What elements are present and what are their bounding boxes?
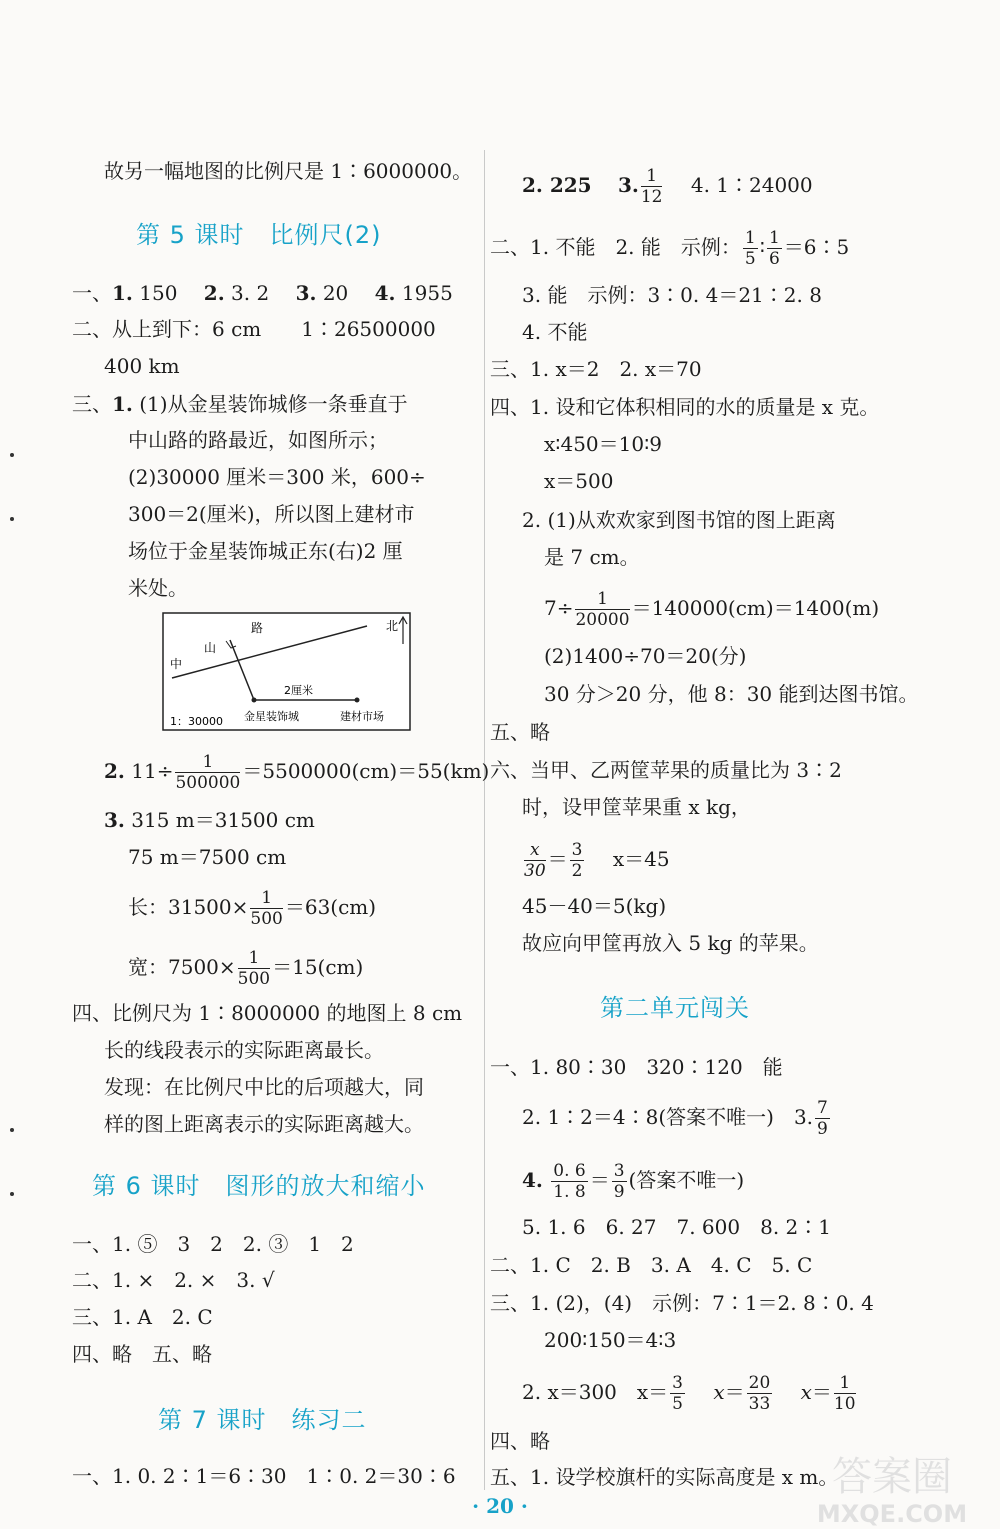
margin-dot: [10, 453, 14, 457]
map-label-zhong: 中: [170, 657, 183, 671]
answer-line: 一、1. ⑤ 3 2 2. ③ 1 2: [72, 1232, 354, 1256]
answer-line: 四、比例尺为 1∶8000000 的地图上 8 cm: [72, 1001, 463, 1025]
answer-line: 一、1. 80∶30 320∶120 能: [490, 1055, 783, 1079]
answer-line: 三、1. (2)，(4) 示例：7∶1＝2. 8∶0. 4: [490, 1291, 874, 1315]
column-divider: [484, 150, 485, 1490]
answer-line: 故应向甲筐再放入 5 kg 的苹果。: [522, 931, 819, 955]
margin-dot: [10, 517, 14, 521]
answer-line: 三、1. A 2. C: [72, 1305, 213, 1329]
answer-line: x∶450＝10∶9: [544, 432, 663, 456]
answer-line: 场位于金星装饰城正东(右)2 厘: [128, 539, 403, 563]
answer-line: 75 m＝7500 cm: [128, 845, 287, 869]
answer-line: 2. x＝300 x＝ $\frac{3}{5}$ x＝ $\frac{20}{33}$ x＝ $\frac{1}{10}$: [522, 1373, 856, 1414]
fraction: $\frac{1}{6}$: [768, 228, 780, 269]
answer-line: 4. $\frac{0. 6}{1. 8}$ ＝ $\frac{3}{9}$ (答案不唯一): [522, 1161, 745, 1202]
fraction: $\frac{1}{500}$: [250, 888, 283, 929]
answer-line: 四、略 五、略: [72, 1342, 212, 1366]
answer-line: 中山路的路最近，如图所示；: [128, 428, 388, 452]
answer-line: 400 km: [104, 354, 180, 378]
fraction: $\frac{1}{500000}$: [175, 752, 241, 793]
section-heading-lesson6: 第 6 课时 图形的放大和缩小: [92, 1172, 426, 1200]
answer-line: 3. 315 m＝31500 cm: [104, 808, 315, 832]
answer-line: (2)30000 厘米＝300 米，600÷: [128, 465, 426, 489]
map-label-north: 北: [386, 619, 399, 633]
answer-line: 300＝2(厘米)，所以图上建材市: [128, 502, 415, 526]
fraction: $\frac{7}{9}$: [817, 1098, 828, 1139]
fraction: $\frac{3}{9}$: [613, 1161, 625, 1202]
jiancai-point: [355, 698, 360, 703]
answer-line: 三、1. (1)从金星装饰城修一条垂直于: [72, 392, 408, 416]
answer-line: 3. 能 示例：3∶0. 4＝21∶2. 8: [522, 283, 822, 307]
answer-line: x＝500: [544, 469, 614, 493]
page-number: · 20 ·: [472, 1494, 528, 1518]
fraction: $\frac{1}{20000}$: [575, 589, 630, 630]
answer-line: 宽：7500× $\frac{1}{500}$ ＝15(cm): [128, 948, 364, 989]
answer-line: 是 7 cm。: [544, 545, 640, 569]
answer-line: 样的图上距离表示的实际距离越大。: [104, 1112, 424, 1136]
answer-line: 2. (1)从欢欢家到图书馆的图上距离: [522, 508, 836, 532]
answer-line: 发现：在比例尺中比的后项越大，同: [104, 1075, 424, 1099]
watermark-top: 答案圈: [832, 1454, 952, 1500]
answer-line: 五、1. 设学校旗杆的实际高度是 x m。: [490, 1465, 839, 1489]
answer-line: 故另一幅地图的比例尺是 1∶6000000。: [104, 159, 473, 183]
margin-dot: [10, 1128, 14, 1132]
answer-line: 5. 1. 6 6. 27 7. 600 8. 2∶1: [522, 1215, 831, 1239]
section-heading-lesson7: 第 7 课时 练习二: [158, 1406, 367, 1434]
margin-dot: [10, 1192, 14, 1196]
map-label-jiancai: 建材市场: [340, 710, 384, 723]
answer-line: 长的线段表示的实际距离最长。: [104, 1038, 384, 1062]
map-label-distance: 2厘米: [284, 684, 313, 697]
fraction: $\frac{1}{5}$: [744, 228, 756, 269]
map-label-lu: 路: [251, 621, 264, 635]
answer-line: 200∶150＝4∶3: [544, 1328, 677, 1352]
answer-line: 2. 11÷ $\frac{1}{500000}$ ＝5500000(cm)＝55(km): [104, 752, 490, 793]
answer-line: 二、1. 不能 2. 能 示例： $\frac{1}{5}$ ∶ $\frac{1}{6}$ ＝6∶5: [490, 228, 850, 269]
fraction: $\frac{3}{2}$: [571, 840, 583, 881]
answer-line: 4. 不能: [522, 320, 588, 344]
jinxing-point: [252, 698, 257, 703]
fraction: $\frac{1}{10}$: [833, 1373, 856, 1414]
answer-line: 米处。: [128, 576, 188, 600]
section-heading-lesson5: 第 5 课时 比例尺(2): [136, 221, 382, 249]
answer-line: 五、略: [490, 720, 550, 744]
fraction: $\frac{0. 6}{1. 8}$: [553, 1161, 586, 1202]
section-heading-unit2: 第二单元闯关: [600, 994, 750, 1022]
map-label-jinxing: 金星装饰城: [244, 710, 299, 723]
fraction: $\frac{1}{12}$: [640, 166, 663, 207]
answer-line: 六、当甲、乙两筐苹果的质量比为 3∶2: [490, 758, 842, 782]
map-label-shan: 山: [204, 641, 217, 655]
watermark-bottom: MXQE.COM: [816, 1500, 968, 1528]
fraction: $\frac{x}{30}$: [524, 840, 546, 881]
answer-line: 7÷ $\frac{1}{20000}$ ＝140000(cm)＝1400(m): [544, 589, 880, 630]
watermark-logo: [792, 1450, 992, 1528]
answer-line: 三、1. x＝2 2. x＝70: [490, 357, 702, 381]
answer-line: 2. 1∶2＝4∶8(答案不唯一) 3. $\frac{7}{9}$: [522, 1098, 828, 1139]
answer-line: 30 分＞20 分，他 8：30 能到达图书馆。: [544, 682, 919, 706]
answer-line: 2. 225 3. $\frac{1}{12}$ 4. 1∶24000: [522, 166, 813, 207]
answer-line: (2)1400÷70＝20(分): [544, 644, 747, 668]
answer-line: 时，设甲筐苹果重 x kg，: [522, 795, 751, 819]
answer-line: 二、1. C 2. B 3. A 4. C 5. C: [490, 1253, 813, 1277]
fraction: $\frac{1}{500}$: [237, 948, 271, 989]
answer-line: 45－40＝5(kg): [522, 894, 667, 918]
answer-line: 四、1. 设和它体积相同的水的质量是 x 克。: [490, 395, 880, 419]
map-figure: [162, 612, 412, 732]
answer-line: 二、从上到下：6 cm 1∶26500000: [72, 317, 436, 341]
fraction: $\frac{3}{5}$: [672, 1373, 683, 1414]
answer-line: 四、略: [490, 1429, 550, 1453]
answer-line: $\frac{x}{30}$ ＝ $\frac{3}{2}$ x＝45: [524, 840, 670, 881]
answer-line: 长：31500× $\frac{1}{500}$ ＝63(cm): [128, 888, 377, 929]
map-label-scale: 1：30000: [170, 715, 223, 728]
answer-line: 二、1. × 2. × 3. √: [72, 1268, 275, 1292]
answer-line: 一、1. 0. 2∶1＝6∶30 1∶0. 2＝30∶6: [72, 1464, 456, 1488]
fraction: $\frac{20}{33}$: [748, 1373, 771, 1414]
answer-line: 一、1. 150 2. 3. 2 3. 20 4. 1955: [72, 281, 453, 305]
